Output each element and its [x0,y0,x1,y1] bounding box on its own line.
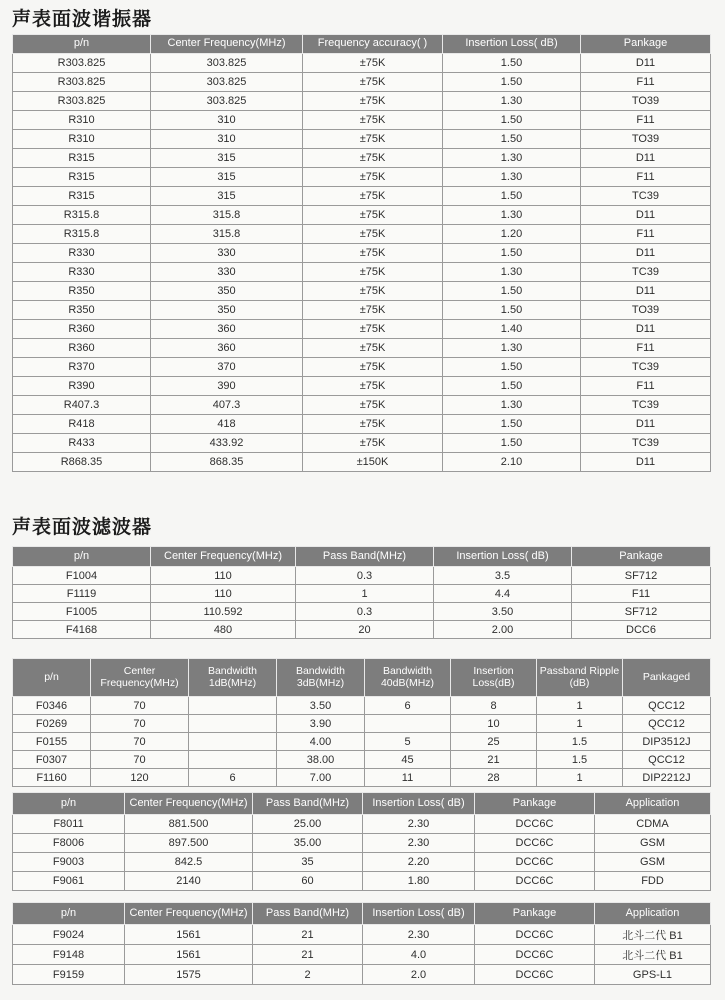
table-cell: R315 [13,149,151,168]
column-header: Pankage [572,547,711,567]
table-cell: GSM [595,853,711,872]
table-cell: F1119 [13,585,151,603]
table-cell: 1.30 [443,339,581,358]
table-cell: 60 [253,872,363,891]
table-cell: F4168 [13,621,151,639]
table-cell: 315.8 [151,225,303,244]
table-cell: TC39 [581,396,711,415]
table-cell: F1005 [13,603,151,621]
table-cell: GSM [595,834,711,853]
table-cell: 11 [365,769,451,787]
table-cell: 315 [151,168,303,187]
table-row [13,130,711,149]
table-cell: R350 [13,282,151,301]
table-row [13,73,711,92]
column-header: Insertion Loss( dB) [363,903,475,925]
table-header-row [13,793,711,815]
table-cell: F11 [581,73,711,92]
table-cell: 2.10 [443,453,581,472]
table-cell: TO39 [581,301,711,320]
table-cell: R330 [13,244,151,263]
table-cell: R433 [13,434,151,453]
table-row [13,567,711,585]
table-row [13,111,711,130]
table-cell: ±75K [303,168,443,187]
table-cell: 2.30 [363,834,475,853]
table-cell: DCC6C [475,965,595,985]
filter-table-bandwidth [12,658,711,787]
table-cell: R303.825 [13,54,151,73]
table-cell: 842.5 [125,853,253,872]
table-cell: DIP3512J [623,733,711,751]
table-cell [189,733,277,751]
table-cell: D11 [581,206,711,225]
table-cell: 1.50 [443,434,581,453]
table-cell: 1 [537,769,623,787]
table-row [13,434,711,453]
table-cell: 407.3 [151,396,303,415]
table-cell: 1.5 [537,751,623,769]
table-cell: DCC6C [475,815,595,834]
table-cell: F8006 [13,834,125,853]
column-header: p/n [13,903,125,925]
table-cell: D11 [581,415,711,434]
table-cell: R310 [13,130,151,149]
table-cell: F0155 [13,733,91,751]
table-cell: ±75K [303,282,443,301]
table-cell: F9024 [13,925,125,945]
table-cell: 1561 [125,925,253,945]
table-cell: TC39 [581,263,711,282]
table-cell: ±75K [303,130,443,149]
column-header: Center Frequency(MHz) [151,35,303,54]
table-cell: 1.30 [443,206,581,225]
table-row [13,263,711,282]
table-cell: F11 [581,168,711,187]
table-cell: R390 [13,377,151,396]
column-header: p/n [13,793,125,815]
table-row [13,815,711,834]
table-cell: CDMA [595,815,711,834]
table-cell: 3.50 [277,697,365,715]
table-cell: 1.50 [443,415,581,434]
table-row [13,301,711,320]
table-cell: 35.00 [253,834,363,853]
filter-table-passband [12,546,711,639]
table-row [13,282,711,301]
table-cell: R315 [13,187,151,206]
table-row [13,925,711,945]
column-header: Frequency accuracy( ) [303,35,443,54]
table-cell: 70 [91,697,189,715]
table-cell: 1.50 [443,187,581,206]
table-cell: DCC6C [475,945,595,965]
column-header: Bandwidth 3dB(MHz) [277,659,365,697]
table-cell: 868.35 [151,453,303,472]
table-cell: F11 [581,377,711,396]
table-cell: 北斗二代 B1 [595,945,711,965]
table-cell: QCC12 [623,697,711,715]
table-cell: 1.80 [363,872,475,891]
table-row [13,834,711,853]
table-cell: 1.50 [443,244,581,263]
table-cell: R868.35 [13,453,151,472]
table-cell: ±75K [303,187,443,206]
table-row [13,453,711,472]
column-header: Insertion Loss( dB) [434,547,572,567]
table-cell: ±75K [303,73,443,92]
table-row [13,872,711,891]
table-cell: DCC6 [572,621,711,639]
table-row [13,320,711,339]
table-cell: 1.50 [443,301,581,320]
table-cell: 881.500 [125,815,253,834]
table-cell: QCC12 [623,715,711,733]
table-cell [189,715,277,733]
table-cell: R315.8 [13,225,151,244]
table-row [13,621,711,639]
table-cell: 418 [151,415,303,434]
table-row [13,149,711,168]
table-cell: R360 [13,339,151,358]
table-cell: 303.825 [151,92,303,111]
column-header: Bandwidth 40dB(MHz) [365,659,451,697]
table-cell: 4.00 [277,733,365,751]
table-cell: SF712 [572,603,711,621]
table-cell: 390 [151,377,303,396]
table-cell [189,697,277,715]
table-cell: ±75K [303,301,443,320]
table-cell: SF712 [572,567,711,585]
column-header: Passband Ripple (dB) [537,659,623,697]
table-cell: R303.825 [13,92,151,111]
table-row [13,54,711,73]
table-cell: 360 [151,320,303,339]
column-header: Pass Band(MHz) [253,903,363,925]
table-cell: ±75K [303,206,443,225]
table-cell: F11 [581,339,711,358]
table-row [13,187,711,206]
table-cell: R315.8 [13,206,151,225]
column-header: Application [595,903,711,925]
table-cell: 897.500 [125,834,253,853]
column-header: Insertion Loss( dB) [443,35,581,54]
table-cell: ±75K [303,111,443,130]
table-cell: 1 [296,585,434,603]
table-cell: 1.5 [537,733,623,751]
table-cell: R350 [13,301,151,320]
table-cell: 1.50 [443,282,581,301]
table-header-row [13,903,711,925]
column-header: Pass Band(MHz) [253,793,363,815]
table-row [13,853,711,872]
table-cell: 21 [253,945,363,965]
table-cell: R330 [13,263,151,282]
table-cell: 20 [296,621,434,639]
table-cell: DCC6C [475,834,595,853]
table-cell: 25.00 [253,815,363,834]
column-header: p/n [13,659,91,697]
table-row [13,225,711,244]
table-cell: 2.0 [363,965,475,985]
table-cell: 2.30 [363,815,475,834]
table-row [13,697,711,715]
table-cell: 1.30 [443,149,581,168]
table-cell: 1.50 [443,377,581,396]
table-header-row [13,35,711,54]
column-header: Application [595,793,711,815]
table-cell: ±75K [303,225,443,244]
table-cell: 2.00 [434,621,572,639]
table-cell: 370 [151,358,303,377]
table-cell: ±75K [303,92,443,111]
table-cell: 28 [451,769,537,787]
table-cell: F9003 [13,853,125,872]
table-cell: ±75K [303,377,443,396]
table-cell: 1.50 [443,111,581,130]
resonator-section-title: 声表面波谐振器 [12,8,153,30]
table-cell: F9061 [13,872,125,891]
table-cell: R407.3 [13,396,151,415]
table-cell: 315 [151,187,303,206]
table-cell: 1.20 [443,225,581,244]
table-cell: 315.8 [151,206,303,225]
table-row [13,603,711,621]
table-cell: DIP2212J [623,769,711,787]
table-cell: 303.825 [151,73,303,92]
column-header: p/n [13,547,151,567]
table-cell: F1004 [13,567,151,585]
table-cell: R303.825 [13,73,151,92]
table-cell: 21 [253,925,363,945]
table-cell: F9148 [13,945,125,965]
column-header: Pankage [475,903,595,925]
table-cell: DCC6C [475,853,595,872]
table-cell: F11 [581,225,711,244]
table-cell: 1.30 [443,263,581,282]
table-row [13,396,711,415]
table-row [13,585,711,603]
table-cell: QCC12 [623,751,711,769]
column-header: Center Frequency(MHz) [125,793,253,815]
table-cell: 110 [151,585,296,603]
column-header: Pankaged [623,659,711,697]
table-cell: ±75K [303,415,443,434]
table-cell: 433.92 [151,434,303,453]
table-cell: 38.00 [277,751,365,769]
table-cell [189,751,277,769]
table-cell [365,715,451,733]
resonator-table [12,34,711,472]
table-cell: 110.592 [151,603,296,621]
table-cell: ±75K [303,320,443,339]
filter-section-title: 声表面波滤波器 [12,516,153,538]
table-row [13,358,711,377]
table-cell: 350 [151,301,303,320]
table-cell: 480 [151,621,296,639]
table-cell: DCC6C [475,872,595,891]
table-cell: 北斗二代 B1 [595,925,711,945]
table-cell: 35 [253,853,363,872]
table-row [13,945,711,965]
table-cell: 315 [151,149,303,168]
table-cell: TO39 [581,92,711,111]
table-cell: 3.5 [434,567,572,585]
table-cell: 1.50 [443,73,581,92]
table-cell: TO39 [581,130,711,149]
table-cell: 10 [451,715,537,733]
table-row [13,751,711,769]
table-cell: 4.4 [434,585,572,603]
filter-table-navigation [12,902,711,985]
table-cell: 6 [189,769,277,787]
table-cell: 330 [151,263,303,282]
table-cell: FDD [595,872,711,891]
table-cell: 1.50 [443,358,581,377]
column-header: p/n [13,35,151,54]
table-cell: 110 [151,567,296,585]
table-cell: TC39 [581,434,711,453]
table-cell: 1.50 [443,130,581,149]
column-header: Center Frequency(MHz) [91,659,189,697]
table-cell: D11 [581,320,711,339]
table-cell: TC39 [581,358,711,377]
table-cell: 310 [151,130,303,149]
table-cell: D11 [581,149,711,168]
table-cell: R418 [13,415,151,434]
table-cell: 360 [151,339,303,358]
table-cell: ±75K [303,396,443,415]
table-cell: 21 [451,751,537,769]
table-cell: F11 [581,111,711,130]
table-cell: D11 [581,54,711,73]
table-row [13,168,711,187]
table-cell: 25 [451,733,537,751]
table-row [13,415,711,434]
table-cell: F1160 [13,769,91,787]
table-cell: 350 [151,282,303,301]
table-row [13,965,711,985]
table-cell: 70 [91,751,189,769]
table-cell: ±75K [303,434,443,453]
column-header: Bandwidth 1dB(MHz) [189,659,277,697]
table-row [13,339,711,358]
table-cell: 120 [91,769,189,787]
table-cell: 2 [253,965,363,985]
table-row [13,715,711,733]
table-row [13,92,711,111]
table-cell: F11 [572,585,711,603]
table-cell: ±75K [303,263,443,282]
column-header: Pankage [475,793,595,815]
table-cell: 70 [91,733,189,751]
table-header-row [13,659,711,697]
table-cell: ±150K [303,453,443,472]
table-cell: ±75K [303,358,443,377]
table-cell: 45 [365,751,451,769]
table-row [13,733,711,751]
table-cell: 2.20 [363,853,475,872]
table-cell: 2140 [125,872,253,891]
table-cell: 303.825 [151,54,303,73]
table-cell: 1.30 [443,168,581,187]
column-header: Pass Band(MHz) [296,547,434,567]
table-cell: 2.30 [363,925,475,945]
table-cell: 1.30 [443,92,581,111]
table-cell: GPS-L1 [595,965,711,985]
table-cell: F0346 [13,697,91,715]
column-header: Insertion Loss(dB) [451,659,537,697]
table-cell: 1561 [125,945,253,965]
table-cell: D11 [581,453,711,472]
table-cell: 0.3 [296,603,434,621]
table-row [13,769,711,787]
table-cell: 6 [365,697,451,715]
table-cell: R360 [13,320,151,339]
table-cell: D11 [581,244,711,263]
table-cell: 5 [365,733,451,751]
table-cell: 3.50 [434,603,572,621]
table-cell: 1.30 [443,396,581,415]
table-cell: 3.90 [277,715,365,733]
table-row [13,206,711,225]
table-cell: 7.00 [277,769,365,787]
table-cell: 1.50 [443,54,581,73]
table-row [13,377,711,396]
column-header: Insertion Loss( dB) [363,793,475,815]
table-cell: ±75K [303,244,443,263]
table-cell: 8 [451,697,537,715]
table-cell: 1.40 [443,320,581,339]
table-cell: F8011 [13,815,125,834]
table-cell: 310 [151,111,303,130]
table-cell: ±75K [303,54,443,73]
table-cell: TC39 [581,187,711,206]
table-cell: F9159 [13,965,125,985]
table-cell: R370 [13,358,151,377]
table-cell: ±75K [303,339,443,358]
table-cell: DCC6C [475,925,595,945]
table-header-row [13,547,711,567]
column-header: Center Frequency(MHz) [125,903,253,925]
table-cell: ±75K [303,149,443,168]
table-cell: F0269 [13,715,91,733]
table-cell: 1 [537,715,623,733]
table-cell: 4.0 [363,945,475,965]
table-cell: 1575 [125,965,253,985]
table-cell: D11 [581,282,711,301]
table-cell: 330 [151,244,303,263]
table-cell: 70 [91,715,189,733]
column-header: Center Frequency(MHz) [151,547,296,567]
filter-table-application [12,792,711,891]
table-cell: 0.3 [296,567,434,585]
table-cell: F0307 [13,751,91,769]
table-row [13,244,711,263]
table-cell: R310 [13,111,151,130]
column-header: Pankage [581,35,711,54]
table-cell: R315 [13,168,151,187]
table-cell: 1 [537,697,623,715]
